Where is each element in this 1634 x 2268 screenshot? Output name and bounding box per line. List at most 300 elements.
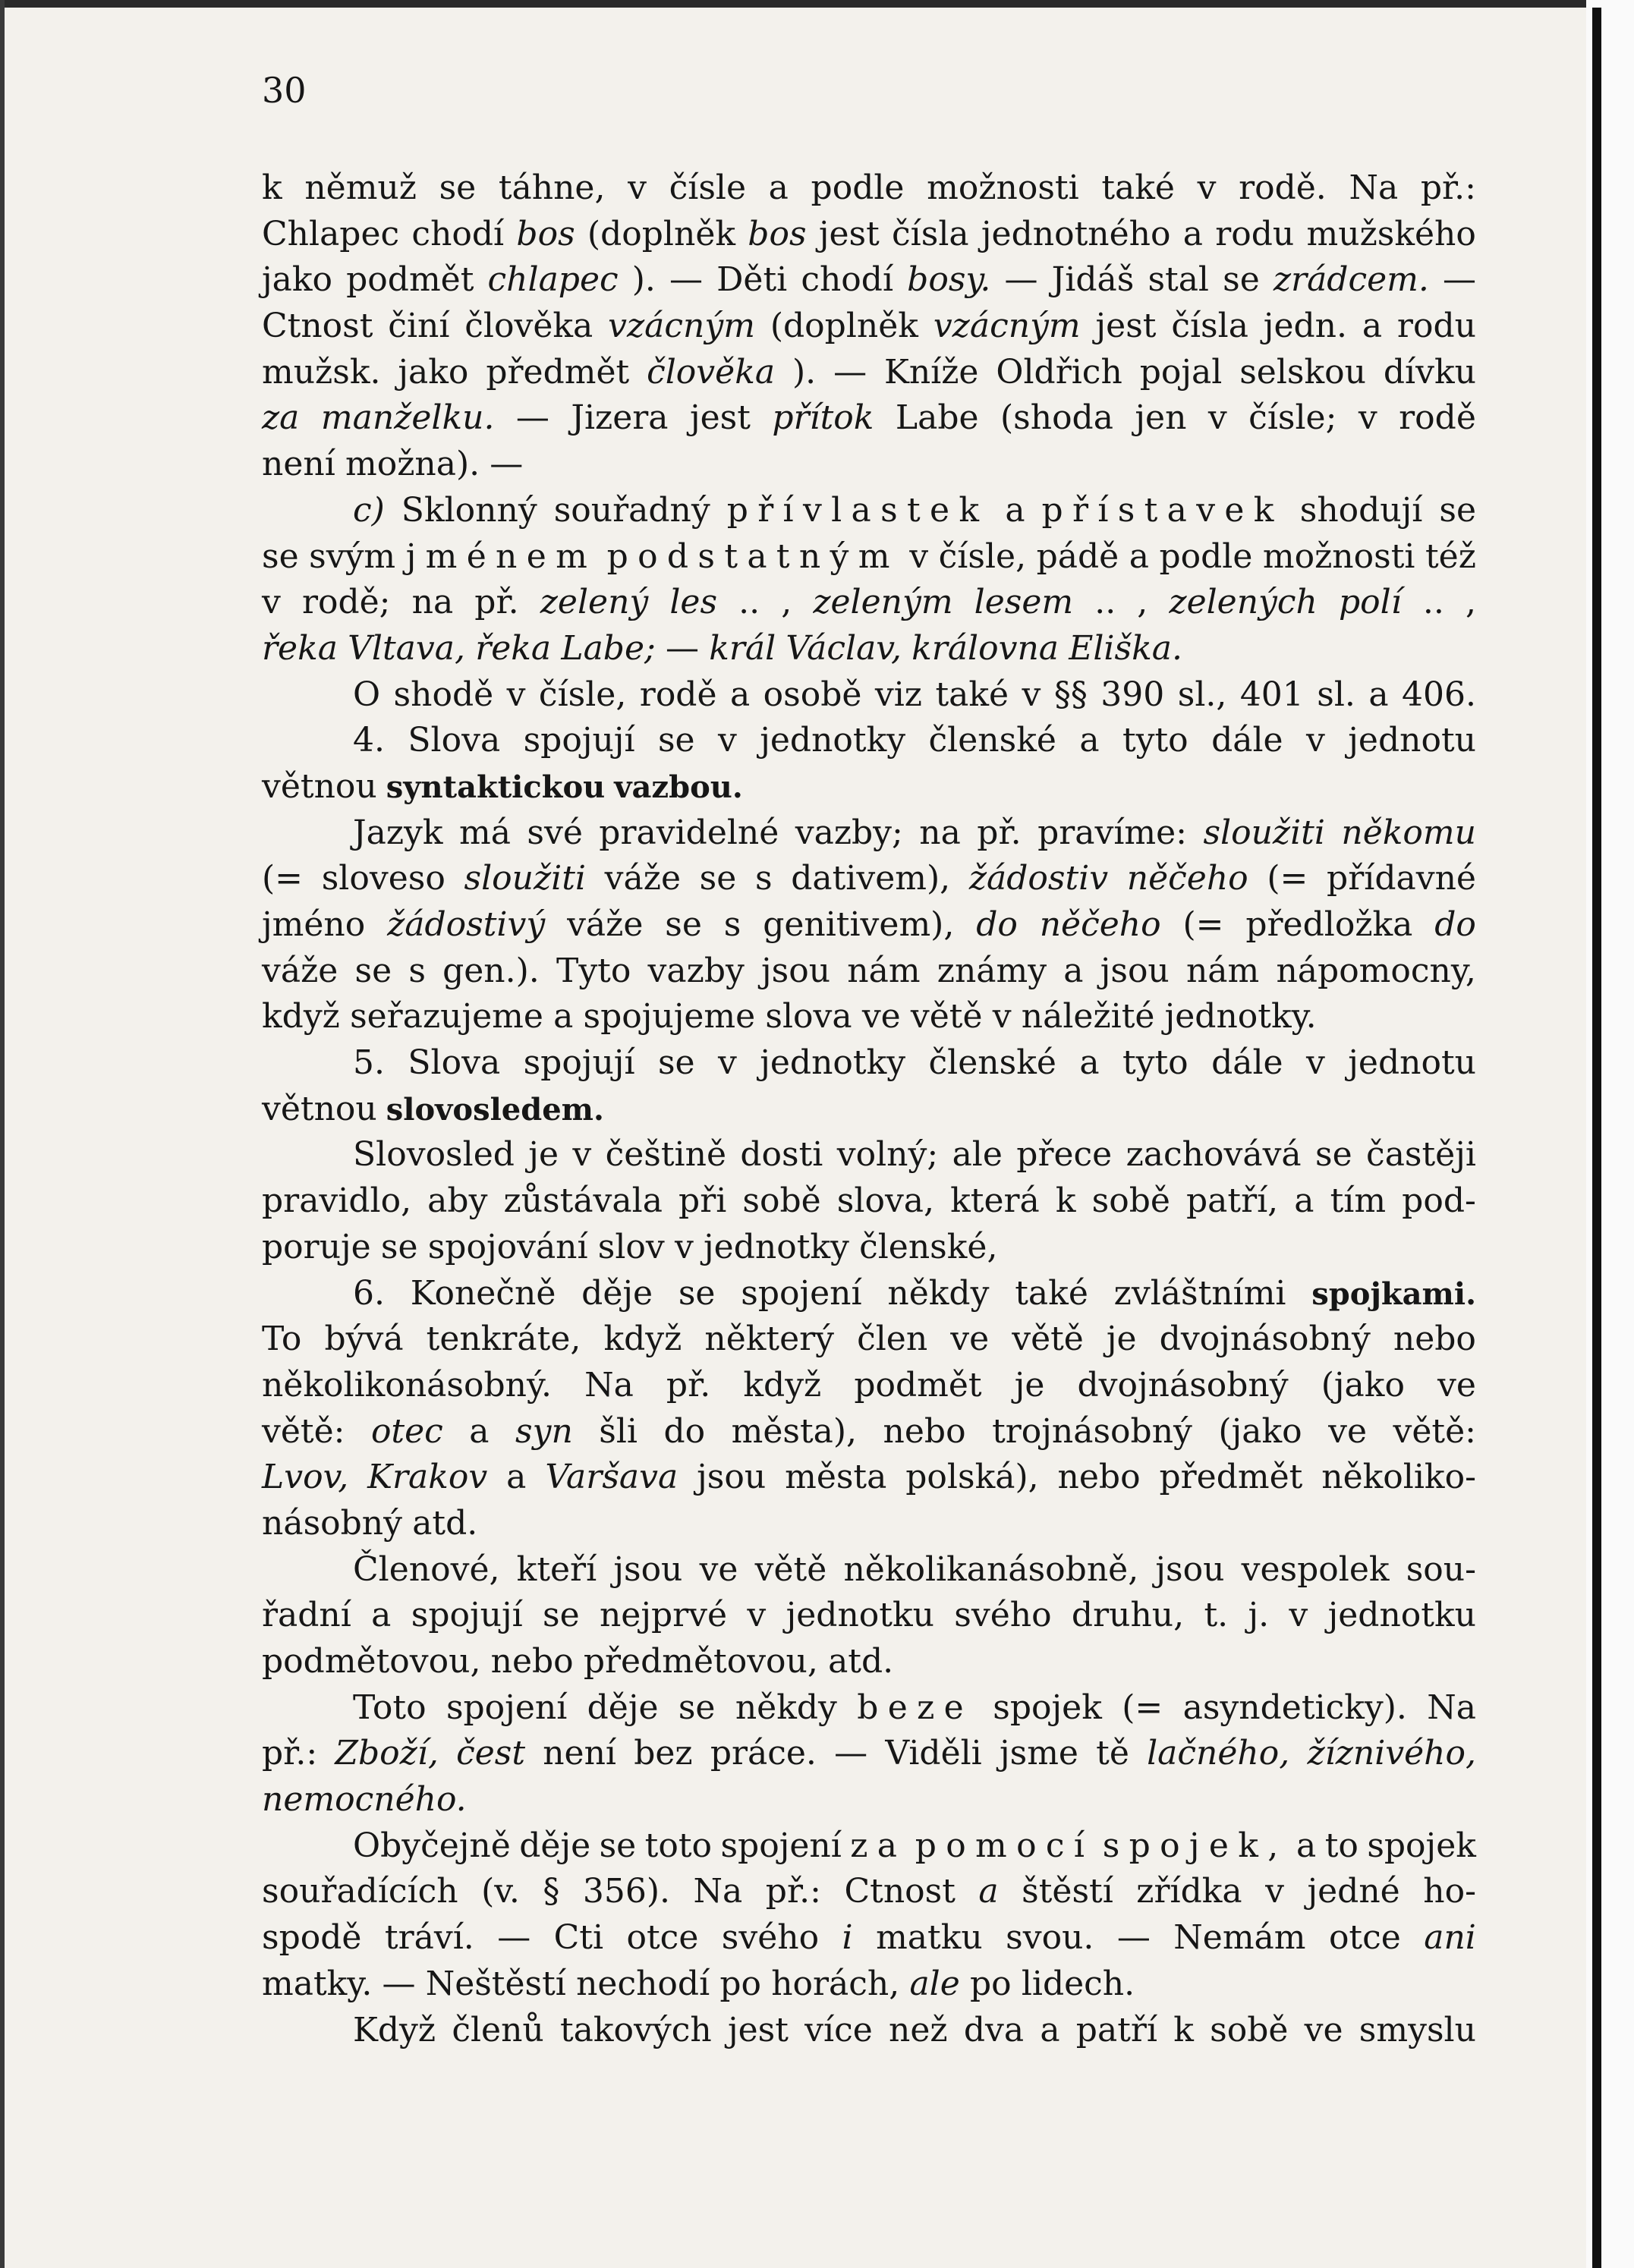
word: rodu (1396, 307, 1476, 346)
word: něčeho (1126, 859, 1248, 898)
word: Na (693, 1872, 743, 1911)
text-line (262, 1915, 1476, 1961)
word: předmět (486, 352, 630, 392)
word: je (1014, 1365, 1045, 1405)
word: tě (1096, 1734, 1129, 1773)
word: tráví. (384, 1918, 474, 1958)
word: v (747, 1596, 767, 1635)
word: selskou (1239, 352, 1366, 392)
word: několikonásobný. (262, 1365, 552, 1405)
word: členské, (859, 1227, 998, 1266)
word: lesem (974, 583, 1074, 622)
word: Cti (553, 1918, 604, 1958)
word: není (262, 445, 335, 484)
word: O (353, 675, 381, 714)
word: a (768, 168, 789, 207)
text-line (262, 165, 1476, 212)
word: asyndeticky). (1182, 1688, 1407, 1727)
word: několiko- (1321, 1458, 1476, 1497)
word: — (1116, 1918, 1151, 1958)
word: jednotku (786, 1596, 934, 1635)
word: se (657, 1043, 695, 1083)
word: Sklonný (401, 490, 537, 530)
word: členů (452, 2010, 544, 2049)
word: stal (1148, 260, 1210, 300)
word: to (1324, 1826, 1359, 1865)
word: větnou (262, 1089, 377, 1128)
word: — (490, 445, 524, 484)
word: matky. (262, 1964, 373, 2003)
word: přívlastek (726, 490, 989, 530)
word: větě: (262, 1411, 345, 1451)
word: rodu (1215, 214, 1295, 253)
word: chodí (801, 260, 894, 300)
text-line (262, 1040, 1476, 1087)
word: žíznivého, (1307, 1734, 1476, 1773)
word: řeka (262, 628, 338, 668)
word: ). (792, 352, 817, 392)
word: souřadný (553, 490, 710, 530)
word: (v. (481, 1872, 520, 1911)
word: a (1063, 951, 1084, 990)
word: Václav, (786, 628, 902, 668)
word: souřadících (262, 1872, 458, 1911)
word: jméno (262, 905, 366, 944)
word: někdy (887, 1273, 990, 1313)
word: Krakov (367, 1458, 488, 1497)
word: Viděli (885, 1734, 982, 1773)
word: př. (474, 583, 519, 622)
word: práce. (710, 1734, 817, 1773)
word: nám (847, 951, 921, 990)
word: Lvov, (262, 1458, 349, 1497)
text-line (262, 764, 1476, 810)
word: něčeho (1039, 905, 1161, 944)
text-line (262, 1961, 1476, 2008)
word: člen (857, 1320, 928, 1359)
word: a (469, 1411, 490, 1451)
word: smyslu (1359, 2010, 1476, 2049)
word: v (1022, 675, 1041, 714)
word: shodují (1299, 490, 1423, 530)
word: jest (727, 2010, 789, 2049)
word: v (717, 1043, 737, 1083)
text-line (262, 212, 1476, 258)
word: jednotného (981, 214, 1171, 253)
word: rodě (1399, 398, 1476, 438)
word: která (950, 1181, 1040, 1221)
word: a (1368, 675, 1389, 714)
word: možna). (345, 445, 480, 484)
word: sl. (1317, 675, 1355, 714)
word: podstatným (606, 536, 899, 576)
word: do (663, 1411, 706, 1451)
word: Toto (353, 1688, 427, 1727)
text-line (262, 1087, 1476, 1133)
word: (= (1182, 905, 1224, 944)
word: pomocí (915, 1826, 1094, 1865)
word: (doplněk (770, 307, 918, 346)
word: než (889, 2010, 948, 2049)
word: se (439, 168, 477, 207)
word: podmět (346, 260, 474, 300)
word: zrádcem. (1273, 260, 1429, 300)
word: ve (1304, 2010, 1343, 2049)
word: manželku. (320, 398, 495, 438)
word: přídavné (1327, 859, 1476, 898)
text-line (262, 304, 1476, 350)
text-line (262, 1869, 1476, 1915)
word: pod- (1402, 1181, 1476, 1221)
word: syntaktickou (386, 769, 606, 805)
word: rodě. (1239, 168, 1327, 207)
word: sloužiti (464, 859, 586, 898)
word: dosti (740, 1135, 823, 1175)
word: Na (584, 1365, 634, 1405)
word: se (354, 951, 392, 990)
word: váže (262, 951, 338, 990)
word: § (543, 1872, 560, 1911)
word: 4. (353, 721, 385, 760)
word: slov (597, 1227, 665, 1266)
word: matku (876, 1918, 983, 1958)
word: jednotky (760, 721, 906, 760)
word: zeleným (813, 583, 953, 622)
word: větě: (1393, 1411, 1476, 1451)
text-line (262, 350, 1476, 396)
word: přítok (772, 398, 874, 438)
text-line (262, 1593, 1476, 1639)
word: není (543, 1734, 617, 1773)
word: je (528, 1135, 559, 1175)
word: druhu, (1071, 1596, 1185, 1635)
word: se (1315, 1135, 1352, 1175)
word: jednotky. (1164, 997, 1317, 1036)
word: a (1079, 721, 1100, 760)
word: t. (1204, 1596, 1229, 1635)
word: a (978, 1872, 999, 1911)
word: Slovosled (353, 1135, 515, 1175)
word: také (1015, 1273, 1088, 1313)
word: jednotky (760, 1043, 906, 1083)
word: do (976, 905, 1018, 944)
word: shodě (393, 675, 494, 714)
word: král (709, 628, 776, 668)
word: je (1106, 1320, 1137, 1359)
word: (= (1267, 859, 1308, 898)
text-line (262, 902, 1476, 948)
word: 401 (1239, 675, 1304, 714)
word: a (1182, 214, 1203, 253)
word: v (1197, 168, 1217, 207)
word: a (1079, 1043, 1100, 1083)
word: Chlapec (262, 214, 400, 253)
word: ho- (1423, 1872, 1476, 1911)
word: nechodí (576, 1964, 710, 2003)
word: sloveso (321, 859, 445, 898)
word: také (935, 675, 1009, 714)
word: les (669, 583, 718, 622)
text-line (262, 1639, 1476, 1685)
word: jsme (999, 1734, 1078, 1773)
word: tyto (1122, 1043, 1189, 1083)
word: váže (567, 905, 644, 944)
text-line (262, 948, 1476, 995)
word: Když (353, 2010, 436, 2049)
word: jako (262, 260, 333, 300)
word: táhne, (498, 168, 606, 207)
word: (doplněk (587, 214, 736, 253)
word: vazby; (795, 813, 903, 852)
word: při (678, 1181, 727, 1221)
word: Eliška. (1069, 628, 1182, 668)
word: jménem (405, 536, 597, 576)
word: §§ (1053, 675, 1088, 714)
word: větě (754, 1549, 827, 1589)
text-line (262, 1363, 1476, 1409)
word: v (717, 721, 737, 760)
word: jen (1135, 398, 1187, 438)
word: sobě (1091, 1181, 1170, 1221)
word: se (262, 536, 299, 576)
word: dále (1211, 721, 1283, 760)
word: v (674, 1227, 694, 1266)
word: spojek, (1102, 1826, 1288, 1865)
text-line (262, 534, 1476, 580)
word: pojal (1139, 352, 1223, 392)
page-right-border (1592, 8, 1601, 2268)
word: šli (599, 1411, 638, 1451)
word: př.: (262, 1734, 318, 1773)
word: spojení (741, 1273, 862, 1313)
word: nápomocny, (1276, 951, 1476, 990)
text-line (262, 1178, 1476, 1225)
word: Jizera (571, 398, 669, 438)
text-line (262, 395, 1476, 442)
word: jedné (1307, 1872, 1400, 1911)
word: ve (1437, 1365, 1476, 1405)
word: na (411, 583, 454, 622)
word: Tyto (556, 951, 631, 990)
word: polí (1339, 583, 1402, 622)
word: též (1425, 536, 1476, 576)
text-line (262, 488, 1476, 534)
word: podle (811, 168, 905, 207)
word: ale (909, 1964, 960, 2003)
word: — (834, 1734, 868, 1773)
word: pádě (1036, 536, 1119, 576)
word: toto (644, 1826, 713, 1865)
word: vazbou. (614, 769, 743, 805)
word: pravíme: (1037, 813, 1188, 852)
word: jsou (1100, 951, 1170, 990)
word: , (1137, 583, 1148, 622)
word: , (781, 583, 792, 622)
word: možnosti (1262, 536, 1415, 576)
word: Nemám (1173, 1918, 1306, 1958)
word: sobě (742, 1181, 821, 1221)
word: podle (1159, 536, 1253, 576)
word: svou. (1006, 1918, 1094, 1958)
text-line (262, 994, 1476, 1040)
word: v (262, 583, 281, 622)
word: řadní (262, 1596, 351, 1635)
text-line (262, 1731, 1476, 1777)
word: nebo (1057, 1458, 1141, 1497)
word: a (371, 1596, 392, 1635)
word: dva (963, 2010, 1025, 2049)
page-left-border (0, 0, 5, 2268)
text-line (262, 580, 1476, 626)
word: slova (765, 997, 852, 1036)
word: jsou (761, 951, 831, 990)
word: sobě (1210, 2010, 1289, 2049)
word: (jako (1321, 1365, 1405, 1405)
word: trojnásobný (992, 1411, 1192, 1451)
word: jsou (1155, 1549, 1225, 1589)
word: ve (950, 1320, 990, 1359)
word: v (1358, 398, 1377, 438)
word: spojují (411, 1596, 523, 1635)
word: př. (666, 1365, 711, 1405)
word: spojování (427, 1227, 588, 1266)
word: v (1306, 721, 1325, 760)
word: .. (738, 583, 760, 622)
word: po (719, 1964, 761, 2003)
word: v (572, 1135, 592, 1175)
word: města (785, 1458, 887, 1497)
word: řeka (475, 628, 552, 668)
word: — (1004, 260, 1038, 300)
word: Ctnost (262, 307, 373, 346)
word: Slova (408, 1043, 501, 1083)
word: sl., (1177, 675, 1227, 714)
word: němuž (304, 168, 417, 207)
word: jest (689, 398, 751, 438)
word: čísle, (538, 675, 627, 714)
word: spojujeme (583, 997, 756, 1036)
word: tím (1330, 1181, 1387, 1221)
text-line (262, 1132, 1476, 1178)
word: Děti (716, 260, 788, 300)
word: — (666, 628, 700, 668)
word: slovosledem. (386, 1091, 604, 1128)
word: spojkami. (1311, 1276, 1476, 1312)
text-line (262, 2008, 1476, 2054)
text-line (262, 1271, 1476, 1317)
word: čísla (892, 214, 969, 253)
word: zelený (540, 583, 649, 622)
word: na (919, 813, 961, 852)
word: se (1439, 490, 1476, 530)
word: sou- (1406, 1549, 1476, 1589)
word: viz (874, 675, 922, 714)
word: zřídka (1136, 1872, 1242, 1911)
word: předmětovou, (583, 1642, 818, 1681)
word: se (665, 905, 702, 944)
word: otce (1328, 1918, 1401, 1958)
word: a (1296, 1826, 1317, 1865)
page-top-border (0, 0, 1634, 8)
word: horách, (771, 1964, 900, 2003)
word: do (1434, 905, 1476, 944)
text-line (262, 1409, 1476, 1455)
word: nemocného. (262, 1780, 467, 1820)
word: a (1040, 2010, 1060, 2049)
word: Kníže (883, 352, 979, 392)
word: někdy (735, 1688, 837, 1727)
word: děje (519, 1826, 591, 1865)
word: podmětovou, (262, 1642, 481, 1681)
word: Konečně (410, 1273, 556, 1313)
word: s (723, 905, 741, 944)
word: jsou (697, 1458, 767, 1497)
word: v (992, 997, 1012, 1036)
word: gen.). (442, 951, 540, 990)
word: Jidáš (1051, 260, 1135, 300)
word: s (408, 951, 426, 990)
word: bos (516, 214, 575, 253)
word: jednotu (1348, 1043, 1476, 1083)
word: (jako (1218, 1411, 1302, 1451)
word: j. (1248, 1596, 1270, 1635)
word: k (1055, 1181, 1076, 1221)
word: vzácným (608, 307, 755, 346)
word: váže (604, 859, 681, 898)
word: Členové, (353, 1549, 500, 1589)
word: předložka (1245, 905, 1413, 944)
word: nám (1185, 951, 1260, 990)
word: štěstí (1022, 1872, 1113, 1911)
word: člověka (464, 307, 593, 346)
text-line (262, 1455, 1476, 1501)
word: větě (1012, 1320, 1084, 1359)
word: spodě (262, 1918, 362, 1958)
word: .. (1094, 583, 1116, 622)
word: 5. (353, 1043, 385, 1083)
word: .. (1422, 583, 1444, 622)
word: také (1101, 168, 1175, 207)
word: Na (1349, 168, 1399, 207)
word: beze (857, 1688, 973, 1727)
text-line (262, 442, 1476, 488)
word: čísle (669, 168, 747, 207)
word: činí (388, 307, 450, 346)
text-line (262, 856, 1476, 902)
word: ). (631, 260, 656, 300)
word: svého (721, 1918, 820, 1958)
word: svým (309, 536, 396, 576)
word: některý (704, 1320, 835, 1359)
word: mužsk. (262, 352, 381, 392)
word: osobě (763, 675, 862, 714)
word: Obyčejně (353, 1826, 511, 1865)
word: atd. (828, 1642, 894, 1681)
word: v (1306, 1043, 1325, 1083)
word: náležité (1021, 997, 1155, 1036)
word: a (506, 1458, 527, 1497)
word: spojek (1367, 1826, 1476, 1865)
text-line (262, 1823, 1476, 1870)
word: Labe (895, 398, 979, 438)
word: pravidlo, (262, 1181, 412, 1221)
word: aby (427, 1181, 488, 1221)
word: chlapec (487, 260, 619, 300)
word: — (1442, 260, 1476, 300)
word: bos (748, 214, 807, 253)
word: Varšava (545, 1458, 678, 1497)
word: vespolek (1241, 1549, 1390, 1589)
